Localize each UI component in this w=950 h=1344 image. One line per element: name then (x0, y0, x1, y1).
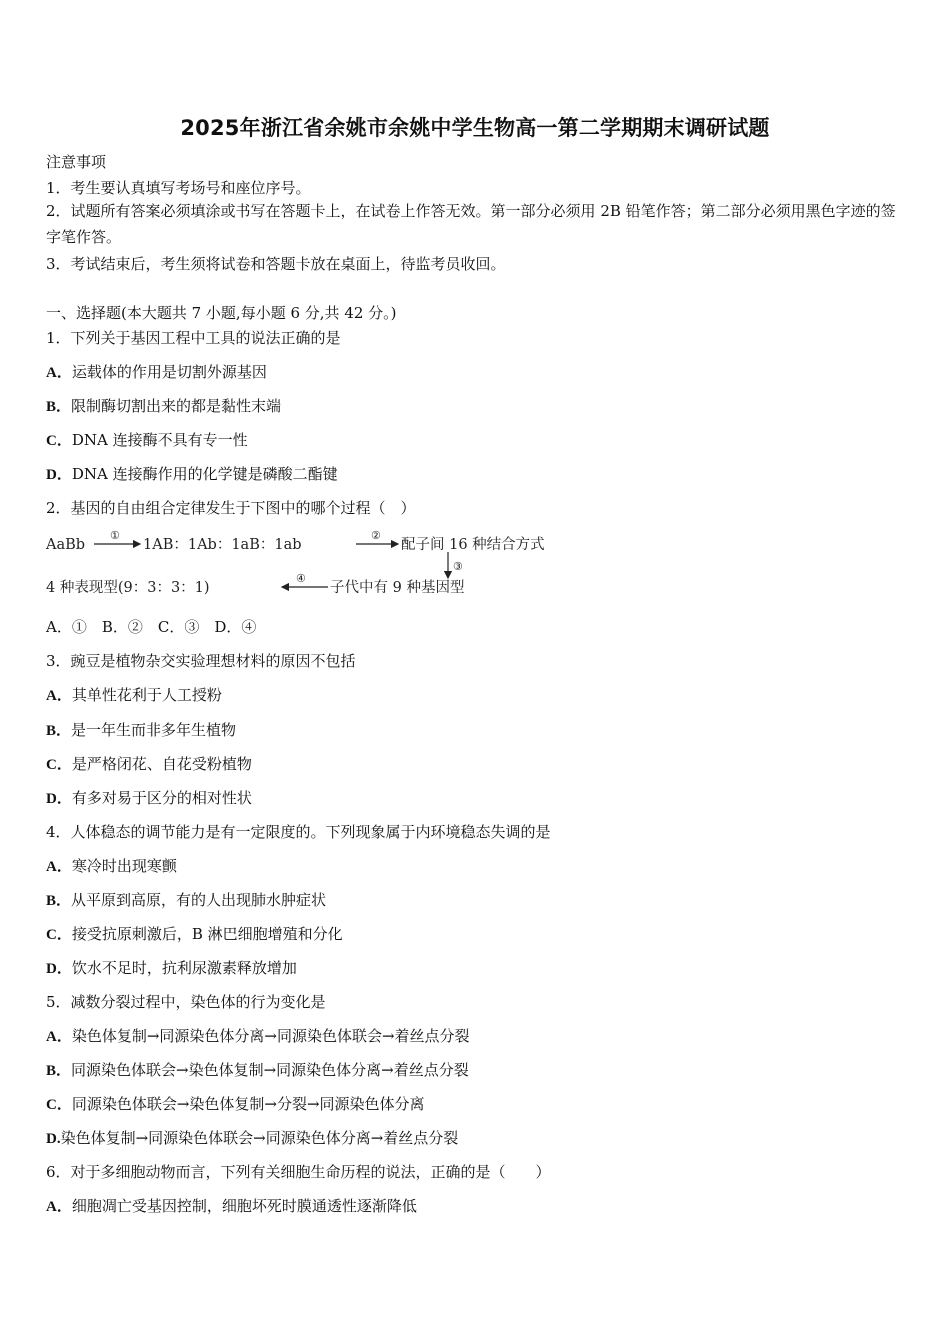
option (46, 719, 236, 740)
notice-item: 2．试题所有答案必须填涂或书写在答题卡上，在试卷上作答无效。第一部分必须用 2B 铅笔作答；第二部分必须用黑色字迹的签字笔作答。 (46, 202, 896, 246)
option (46, 395, 281, 416)
option-text: 有多对易于区分的相对性状 (71, 789, 252, 807)
option (46, 684, 222, 705)
option-text: DNA 连接酶不具有专一性 (71, 431, 248, 449)
notice-heading: 注意事项 (46, 153, 107, 171)
option (46, 1093, 425, 1114)
diagram-phenotypes: 4 种表现型(9：3：3：1) (46, 580, 210, 596)
option-letter: A． (46, 365, 72, 381)
question-stem: 1．下列关于基因工程中工具的说法正确的是 (46, 329, 341, 347)
option-letter: C． (46, 433, 72, 449)
option-text: 细胞凋亡受基因控制，细胞坏死时膜通透性逐渐降低 (71, 1197, 417, 1215)
diagram-combination: 配子间 16 种结合方式 (401, 537, 545, 553)
step-label: ① (110, 529, 120, 542)
step-label: ④ (296, 572, 306, 585)
inline-options: A．① B．② C．③ D．④ (46, 618, 257, 636)
notice-item: 3．考试结束后，考生须将试卷和答题卡放在桌面上，待监考员收回。 (46, 255, 506, 273)
option (46, 463, 338, 484)
option (46, 1059, 469, 1080)
option-letter: B． (46, 399, 72, 415)
option-text: 饮水不足时，抗利尿激素释放增加 (71, 959, 297, 977)
option-letter: C． (46, 1097, 72, 1113)
question-stem: 3．豌豆是植物杂交实验理想材料的原因不包括 (46, 652, 356, 670)
option (46, 361, 267, 382)
option (46, 923, 343, 944)
option-letter: D. (46, 1131, 61, 1147)
option (46, 429, 248, 450)
option-letter: B． (46, 893, 72, 909)
page-title: 2025年浙江省余姚市余姚中学生物高一第二学期期末调研试题 (180, 116, 770, 140)
question-stem: 5．减数分裂过程中，染色体的行为变化是 (46, 993, 326, 1011)
option-text: 运载体的作用是切割外源基因 (71, 363, 267, 381)
option (46, 889, 326, 910)
option-text: 同源染色体联会→染色体复制→分裂→同源染色体分离 (71, 1095, 425, 1113)
option-text: 从平原到高原，有的人出现肺水肿症状 (71, 891, 327, 909)
option-letter: B． (46, 1063, 72, 1079)
option-letter: D． (46, 467, 72, 483)
option-letter: B． (46, 723, 72, 739)
option (46, 1127, 458, 1148)
step-label: ② (371, 529, 381, 542)
option (46, 957, 297, 978)
diagram-gametes: 1AB：1Ab：1aB：1ab (143, 537, 302, 553)
option (46, 855, 177, 876)
question-stem: 6．对于多细胞动物而言，下列有关细胞生命历程的说法，正确的是（ ） (46, 1163, 551, 1181)
option-text: 寒冷时出现寒颤 (71, 857, 177, 875)
option (46, 787, 252, 808)
option-text: 染色体复制→同源染色体分离→同源染色体联会→着丝点分裂 (71, 1027, 470, 1045)
option-letter: A． (46, 1199, 72, 1215)
question-stem: 4．人体稳态的调节能力是有一定限度的。下列现象属于内环境稳态失调的是 (46, 823, 551, 841)
diagram-start: AaBb (46, 537, 86, 553)
genetics-process-diagram (44, 528, 624, 600)
option-letter: A． (46, 688, 72, 704)
option-letter: C． (46, 927, 72, 943)
option (46, 1195, 417, 1216)
option-text: 是严格闭花、自花受粉植物 (71, 755, 252, 773)
option-text: 限制酶切割出来的都是黏性末端 (71, 397, 282, 415)
question-stem: 2．基因的自由组合定律发生于下图中的哪个过程（ ） (46, 499, 416, 517)
option-text: 同源染色体联会→染色体复制→同源染色体分离→着丝点分裂 (71, 1061, 469, 1079)
option-text: DNA 连接酶作用的化学键是磷酸二酯键 (71, 465, 338, 483)
diagram-genotypes: 子代中有 9 种基因型 (330, 580, 465, 596)
option-letter: D． (46, 961, 72, 977)
option-letter: A． (46, 1029, 72, 1045)
option-text: 接受抗原刺激后，B 淋巴细胞增殖和分化 (71, 925, 343, 943)
option (46, 753, 252, 774)
section-heading: 一、选择题(本大题共 7 小题,每小题 6 分,共 42 分。) (46, 304, 397, 322)
option-letter: C． (46, 757, 72, 773)
option-text: 其单性花利于人工授粉 (71, 686, 222, 704)
option-letter: D． (46, 791, 72, 807)
option-letter: A． (46, 859, 72, 875)
notice-item: 1．考生要认真填写考场号和座位序号。 (46, 179, 311, 197)
option (46, 1025, 470, 1046)
option-text: 是一年生而非多年生植物 (71, 721, 237, 739)
option-text: 染色体复制→同源染色体联会→同源染色体分离→着丝点分裂 (60, 1129, 459, 1147)
step-label: ③ (453, 560, 463, 573)
